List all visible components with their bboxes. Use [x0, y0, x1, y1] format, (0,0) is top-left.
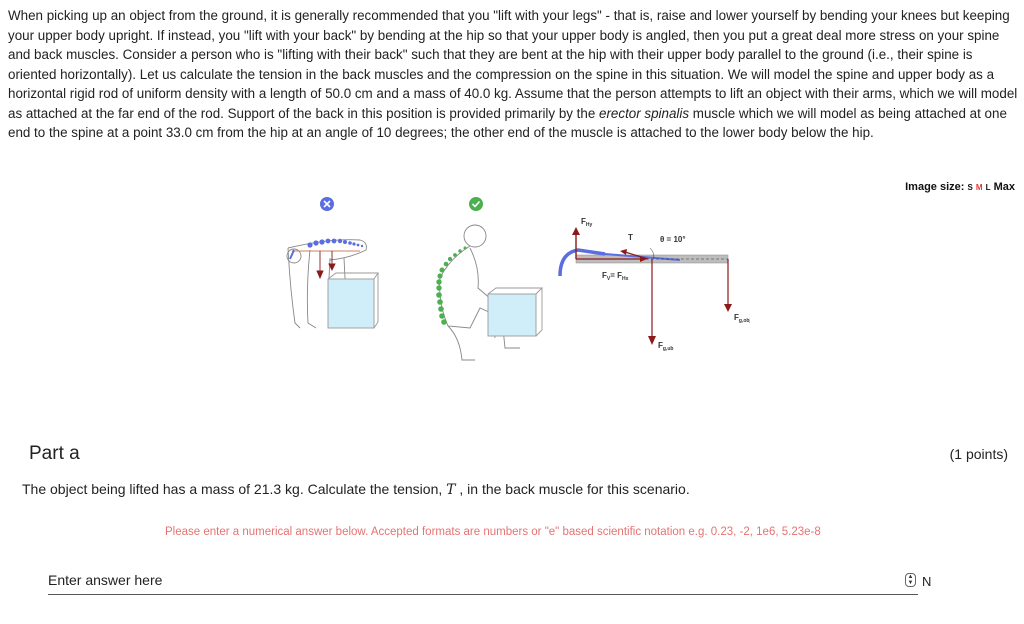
answer-hint: Please enter a numerical answer below. Accepted formats are numbers or "e" based scientific notation e.g. 0.23, -2, 1e6, 5.23e-8: [165, 526, 821, 538]
image-size-large[interactable]: L: [985, 183, 991, 192]
label-tension: T: [628, 233, 633, 242]
problem-outro: muscle which we will model as being attached at one end to the spine at a point 33.0 cm from the hip at an angle of 10 degrees; the other end of the muscle is attached to the lower body below the hip.: [8, 105, 1007, 140]
label-f-g-obj: $F_{g,obj}$: [734, 313, 750, 324]
label-f-g-ub: $F_{g,ub}$: [658, 341, 674, 352]
question-pre: The object being lifted has a mass of 21.3 kg. Calculate the tension,: [22, 481, 447, 497]
label-theta: θ = 10°: [660, 235, 686, 244]
answer-input[interactable]: [48, 568, 888, 592]
problem-statement: [8, 6, 1018, 143]
question-variable: T: [446, 482, 456, 498]
image-size-medium[interactable]: M: [975, 183, 983, 192]
answer-row: [48, 566, 932, 595]
muscle-name: erector spinalis: [599, 105, 690, 121]
squat-figure: [440, 225, 542, 360]
part-points: (1 points): [949, 446, 1008, 462]
problem-figure: [270, 188, 750, 363]
stepper-icon[interactable]: ▲ ▼: [905, 573, 916, 587]
x-circle-icon: [320, 197, 334, 211]
question-post: , in the back muscle for this scenario.: [455, 481, 690, 497]
image-size-max[interactable]: Max: [993, 181, 1015, 193]
question-text: [22, 481, 690, 498]
free-body-diagram: [560, 217, 750, 352]
answer-unit: N: [922, 574, 932, 589]
image-size-selector: [905, 181, 1015, 193]
problem-intro: When picking up an object from the ground, it is generally recommended that you "lift with your legs" - that is, raise and lower yourself by bending your knees but keeping your upper body upright. If instead, you "lift with your back" by bending at the hip so that your upper body is angled, then you put a great deal more stress on your spine and back muscles. Consider a person who is "lifting with their back" such that they are bent at the hip with their upper body parallel to the ground (i.e., their spine is oriented horizontally). Let us calculate the tension in the back muscles and the compression on the spine in this situation. We will model the spine and upper body as a horizontal rigid rod of uniform density with a length of 50.0 cm and a mass of 40.0 kg. Assume that the person attempts to lift an object with their arms, which we will model as attached at the far end of the rod. Support of the back in this position is provided primarily by the: [8, 8, 1018, 121]
image-size-label: Image size:: [905, 181, 965, 193]
bent-back-figure: [287, 240, 378, 328]
image-size-small[interactable]: S: [967, 183, 973, 192]
label-f-v: $F_V= F_{Hx}$: [602, 271, 629, 282]
label-f-hy: $F_{Hy}$: [581, 217, 593, 228]
part-title: Part a: [29, 443, 80, 464]
squat-spine: [436, 247, 466, 325]
check-circle-icon: [469, 197, 483, 211]
